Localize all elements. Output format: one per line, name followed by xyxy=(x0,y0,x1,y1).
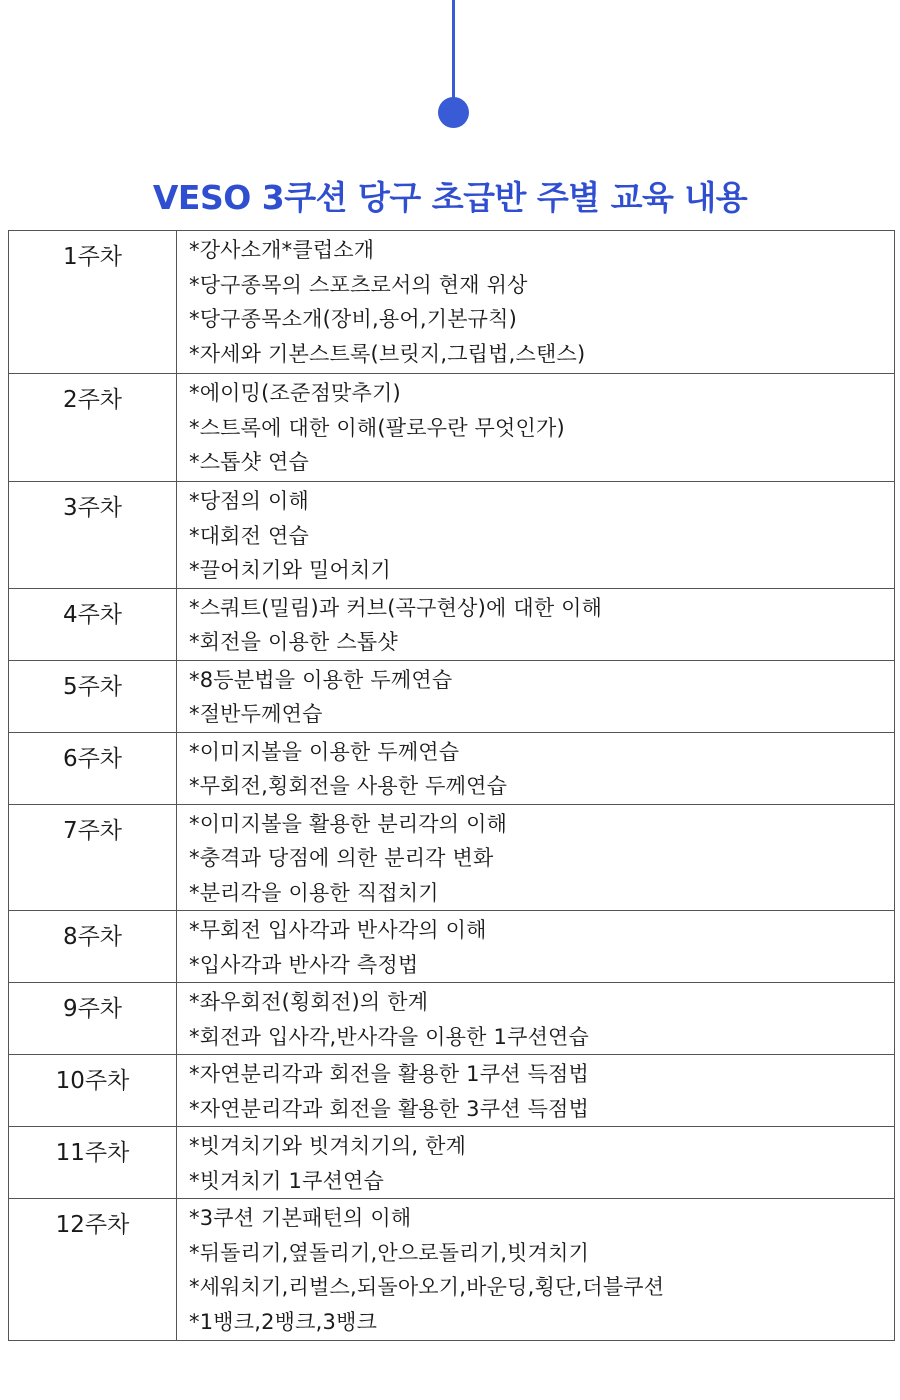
lesson-item: *끌어치기와 밀어치기 xyxy=(189,558,391,582)
table-row xyxy=(9,374,895,482)
lesson-item: *당점의 이해 xyxy=(189,489,310,513)
week-cell xyxy=(9,374,177,482)
curriculum-table xyxy=(8,230,895,1341)
lesson-item: *에이밍(조준점맞추기) xyxy=(189,381,401,405)
lesson-item: *뒤돌리기,옆돌리기,안으로돌리기,빗겨치기 xyxy=(189,1240,590,1265)
lesson-item-list xyxy=(189,1129,894,1198)
week-cell xyxy=(9,1055,177,1127)
timeline-connector-line xyxy=(452,0,455,100)
lesson-item: *충격과 당점에 의한 분리각 변화 xyxy=(189,846,494,870)
content-cell xyxy=(177,1199,895,1341)
lesson-item: *강사소개*클럽소개 xyxy=(189,238,375,262)
lesson-item: *이미지볼을 이용한 두께연습 xyxy=(189,739,460,764)
week-cell xyxy=(9,1127,177,1199)
lesson-item: *자세와 기본스트록(브릿지,그립법,스탠스) xyxy=(189,341,586,366)
table-row xyxy=(9,804,895,911)
lesson-item: *절반두께연습 xyxy=(189,702,323,726)
lesson-item: *회전과 입사각,반사각을 이용한 1쿠션연습 xyxy=(189,1024,590,1049)
content-cell xyxy=(177,983,895,1055)
week-label: 1주차 xyxy=(62,244,123,270)
table-row xyxy=(9,983,895,1055)
week-label: 9주차 xyxy=(62,996,123,1022)
week-cell xyxy=(9,482,177,589)
week-cell xyxy=(9,588,177,660)
lesson-item: *3쿠션 기본패턴의 이해 xyxy=(189,1206,412,1230)
table-row xyxy=(9,1055,895,1127)
curriculum-table-body xyxy=(9,231,895,1341)
lesson-item-list xyxy=(189,735,894,804)
lesson-item: *스톱샷 연습 xyxy=(189,450,310,474)
lesson-item-list xyxy=(189,985,894,1054)
lesson-item-list xyxy=(189,484,894,588)
lesson-item-list xyxy=(189,913,894,982)
week-label: 2주차 xyxy=(62,387,123,413)
table-row xyxy=(9,660,895,732)
content-cell xyxy=(177,732,895,804)
lesson-item-list xyxy=(189,591,894,660)
content-cell xyxy=(177,231,895,374)
lesson-item-list xyxy=(189,663,894,732)
lesson-item: *자연분리각과 회전을 활용한 1쿠션 득점법 xyxy=(189,1062,590,1086)
lesson-item-list xyxy=(189,1201,894,1339)
content-cell xyxy=(177,660,895,732)
week-label: 5주차 xyxy=(62,673,123,700)
week-cell xyxy=(9,1199,177,1341)
table-row xyxy=(9,231,895,374)
content-cell xyxy=(177,1127,895,1199)
table-row xyxy=(9,732,895,804)
content-cell xyxy=(177,911,895,983)
week-cell xyxy=(9,231,177,374)
content-cell xyxy=(177,374,895,482)
timeline-dot-icon xyxy=(438,97,469,128)
lesson-item-list xyxy=(189,233,894,371)
week-label: 11주차 xyxy=(55,1140,130,1166)
content-cell xyxy=(177,482,895,589)
content-cell xyxy=(177,588,895,660)
content-cell xyxy=(177,804,895,911)
lesson-item: *회전을 이용한 스톱샷 xyxy=(189,630,398,654)
lesson-item: *무회전 입사각과 반사각의 이해 xyxy=(189,918,487,942)
lesson-item: *대회전 연습 xyxy=(189,523,310,548)
week-cell xyxy=(9,911,177,983)
week-cell xyxy=(9,732,177,804)
table-row xyxy=(9,588,895,660)
table-row xyxy=(9,1199,895,1341)
lesson-item: *분리각을 이용한 직접치기 xyxy=(189,880,439,905)
week-cell xyxy=(9,804,177,911)
lesson-item: *스트록에 대한 이해(팔로우란 무엇인가) xyxy=(189,415,565,440)
lesson-item: *좌우회전(횡회전)의 한계 xyxy=(189,990,429,1014)
week-label: 12주차 xyxy=(55,1212,130,1238)
week-cell xyxy=(9,983,177,1055)
week-label: 6주차 xyxy=(62,745,123,772)
lesson-item: *1뱅크,2뱅크,3뱅크 xyxy=(189,1309,378,1334)
lesson-item-list xyxy=(189,376,894,480)
lesson-item-list xyxy=(189,807,894,911)
week-label: 10주차 xyxy=(55,1068,130,1094)
lesson-item: *스쿼트(밀림)과 커브(곡구현상)에 대한 이해 xyxy=(189,595,603,620)
lesson-item: *8등분법을 이용한 두께연습 xyxy=(189,667,453,692)
table-row xyxy=(9,911,895,983)
lesson-item: *이미지볼을 활용한 분리각의 이해 xyxy=(189,811,508,836)
lesson-item: *자연분리각과 회전을 활용한 3쿠션 득점법 xyxy=(189,1096,590,1121)
lesson-item: *당구종목소개(장비,용어,기본규칙) xyxy=(189,307,518,331)
lesson-item: *입사각과 반사각 측정법 xyxy=(189,952,419,977)
week-label: 8주차 xyxy=(62,924,123,950)
lesson-item-list xyxy=(189,1057,894,1126)
lesson-item: *당구종목의 스포츠로서의 현재 위상 xyxy=(189,272,528,297)
week-label: 3주차 xyxy=(62,495,123,521)
lesson-item: *무회전,횡회전을 사용한 두께연습 xyxy=(189,774,508,798)
week-label: 4주차 xyxy=(62,601,123,628)
table-row xyxy=(9,1127,895,1199)
lesson-item: *빗겨치기 1쿠션연습 xyxy=(189,1168,385,1193)
lesson-item: *세워치기,리벌스,되돌아오기,바운딩,횡단,더블쿠션 xyxy=(189,1275,665,1299)
content-cell xyxy=(177,1055,895,1127)
table-row xyxy=(9,482,895,589)
week-label: 7주차 xyxy=(62,817,123,844)
week-cell xyxy=(9,660,177,732)
lesson-item: *빗겨치기와 빗겨치기의, 한계 xyxy=(189,1134,467,1158)
page-title: VESO 3쿠션 당구 초급반 주별 교육 내용 xyxy=(152,178,748,218)
